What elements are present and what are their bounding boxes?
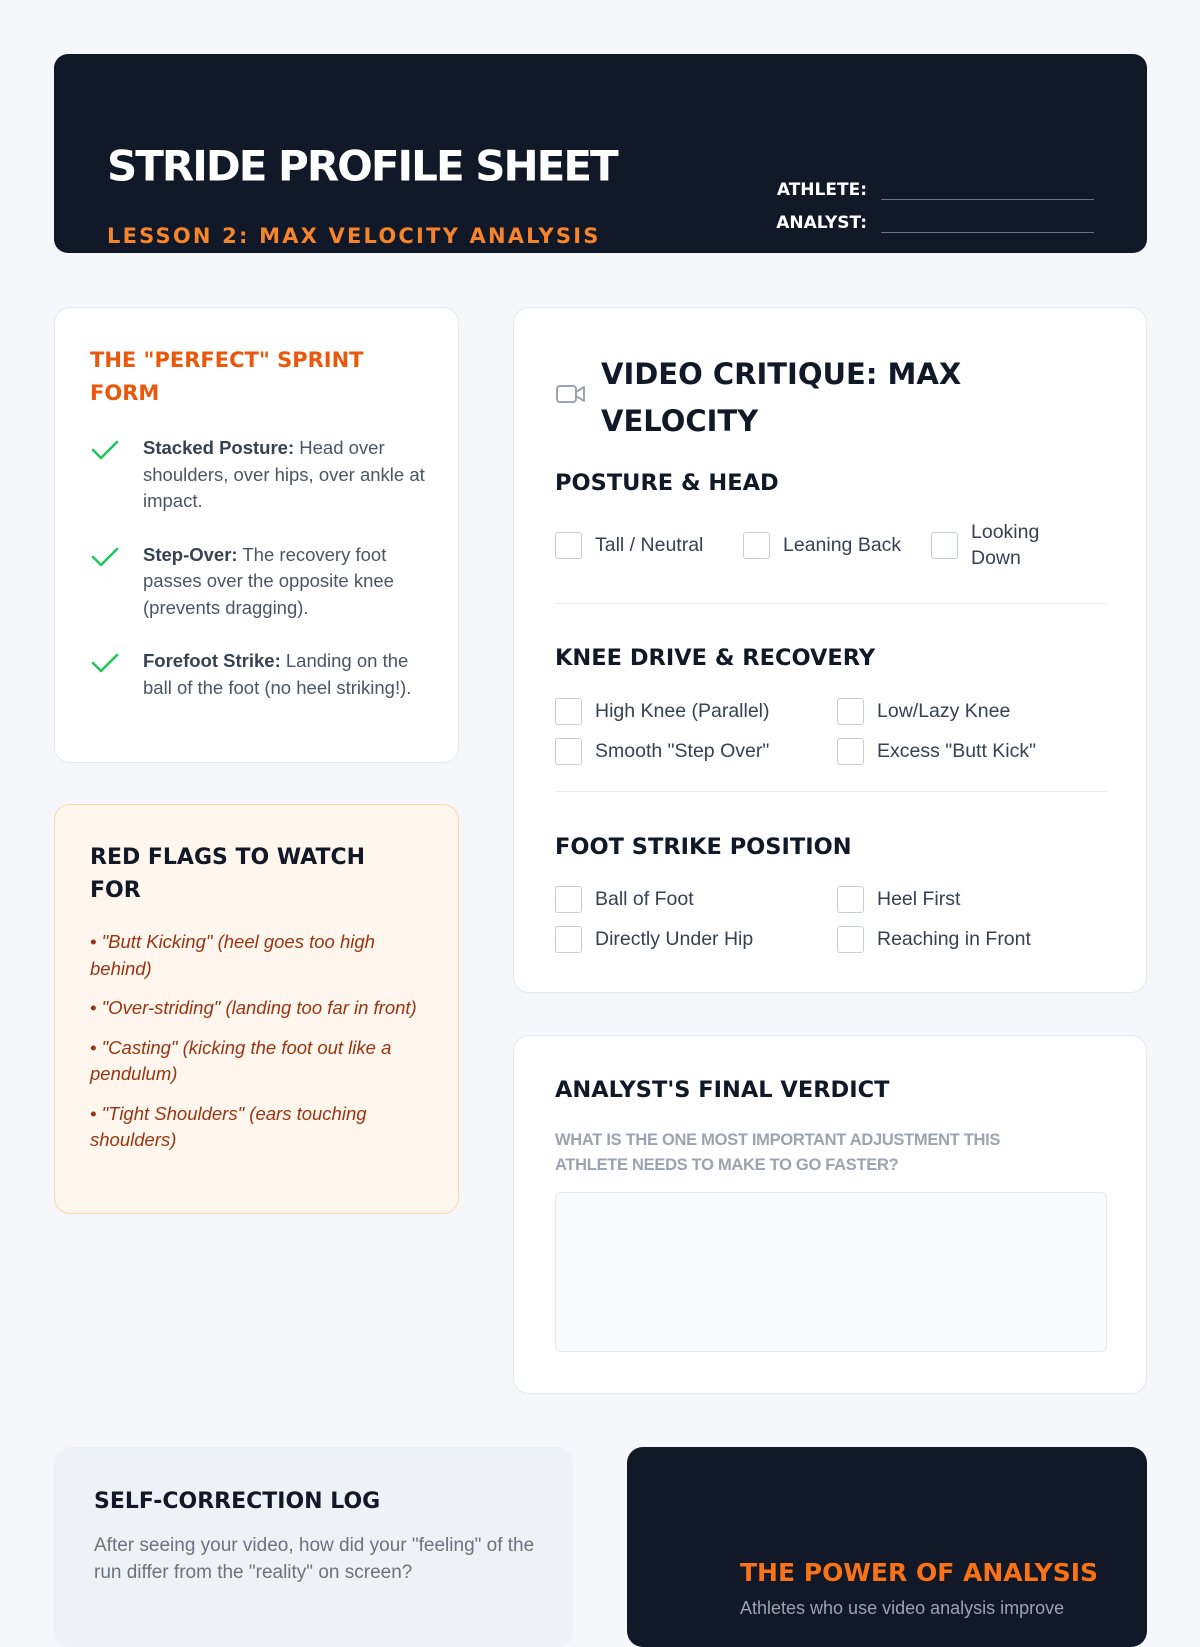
checkbox-ball-of-foot[interactable] [555,886,694,913]
checkbox[interactable] [555,926,582,953]
analyst-label: ANALYST: [776,213,867,233]
checkbox-reaching-front[interactable] [837,926,1031,953]
option-label: Reaching in Front [877,928,1031,950]
list-item [90,435,435,515]
checkbox-under-hip[interactable] [555,926,753,953]
foot-section-title: FOOT STRIKE POSITION [555,834,852,860]
option-label: Tall / Neutral [595,534,704,556]
perfect-form-list [90,435,435,728]
option-label: Directly Under Hip [595,928,754,950]
check-icon [90,652,120,674]
video-critique-card [513,307,1147,993]
page-title: STRIDE PROFILE SHEET [107,141,617,191]
verdict-title: ANALYST'S FINAL VERDICT [555,1077,890,1103]
analyst-input-line[interactable] [881,213,1094,233]
athlete-label: ATHLETE: [776,180,867,200]
checkbox[interactable] [931,532,958,559]
checkbox[interactable] [555,738,582,765]
item-text: The recovery foot passes over the opposite knee (prevents dragging). [143,543,394,618]
athlete-field [757,180,1094,200]
checkbox[interactable] [837,698,864,725]
red-flags-title: RED FLAGS TO WATCH FOR [90,845,366,903]
section-divider [555,603,1107,604]
list-item: • "Tight Shoulders" (ears touching shoulders) [90,1102,367,1150]
power-text: Athletes who use video analysis improve [740,1598,1065,1618]
posture-section-title: POSTURE & HEAD [555,470,779,496]
checkbox-leaning-back[interactable] [743,532,901,559]
analyst-field [757,213,1094,233]
option-label: Heel First [877,888,961,910]
item-text: Landing on the ball of the foot (no heel striking!). [143,650,412,698]
list-item: • "Casting" (kicking the foot out like a pendulum) [90,1036,392,1084]
option-label: Excess "Butt Kick" [877,740,1037,762]
option-label: Looking Down [971,521,1040,569]
list-item [90,648,435,701]
item-text: Head over shoulders, over hips, over ankle at impact. [143,437,425,511]
list-item [90,542,435,622]
check-icon [90,546,120,568]
checkbox-butt-kick[interactable] [837,738,1036,765]
power-of-analysis-card [627,1447,1147,1647]
checkbox[interactable] [743,532,770,559]
list-item: • "Over-striding" (landing too far in front) [90,997,417,1018]
red-flags-card [54,804,459,1214]
item-bold: Forefoot Strike: [143,650,281,671]
option-label: Ball of Foot [595,888,694,910]
perfect-form-title: THE "PERFECT" SPRINT FORM [90,348,364,405]
check-icon [90,439,120,461]
checkbox-high-knee[interactable] [555,698,770,725]
option-label: Leaning Back [783,534,902,556]
checkbox[interactable] [555,532,582,559]
option-label: Smooth "Step Over" [595,740,770,762]
checkbox-looking-down[interactable] [931,519,1061,571]
checkbox[interactable] [837,926,864,953]
checkbox[interactable] [555,886,582,913]
self-correction-title: SELF-CORRECTION LOG [94,1489,381,1514]
power-title: THE POWER OF ANALYSIS [740,1558,1099,1587]
list-item: • "Butt Kicking" (heel goes too high behind) [90,931,375,979]
checkbox-low-lazy-knee[interactable] [837,698,1010,725]
checkbox-heel-first[interactable] [837,886,960,913]
checkbox[interactable] [555,698,582,725]
option-label: Low/Lazy Knee [877,700,1011,722]
self-correction-card [54,1447,573,1647]
item-bold: Step-Over: [143,543,238,565]
checkbox-tall-neutral[interactable] [555,532,703,559]
checkbox[interactable] [837,738,864,765]
page-subtitle: LESSON 2: MAX VELOCITY ANALYSIS [107,224,601,248]
checkbox-step-over[interactable] [555,738,769,765]
checkbox[interactable] [837,886,864,913]
item-bold: Stacked Posture: [143,437,295,458]
athlete-input-line[interactable] [881,180,1094,200]
verdict-question: WHAT IS THE ONE MOST IMPORTANT ADJUSTMENT THIS ATHLETE NEEDS TO MAKE TO GO FASTER? [555,1131,1001,1174]
final-verdict-card [513,1035,1147,1394]
knee-section-title: KNEE DRIVE & RECOVERY [555,645,876,671]
self-correction-text: After seeing your video, how did your "feeling" of the run differ from the "reality" on screen? [94,1535,535,1583]
section-divider [555,791,1107,792]
option-label: High Knee (Parallel) [595,700,770,722]
header-banner [54,54,1147,253]
red-flags-list [90,929,435,1167]
critique-title: VIDEO CRITIQUE: MAX VELOCITY [601,357,962,438]
video-camera-icon [555,381,587,407]
verdict-answer-box[interactable] [555,1192,1107,1352]
perfect-form-card [54,307,459,763]
